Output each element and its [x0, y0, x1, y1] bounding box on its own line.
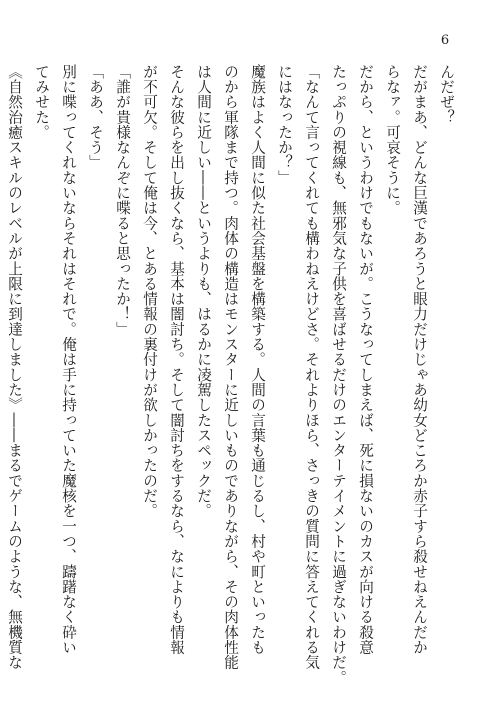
- text-line: だから、というわけでもないが。こうなってしまえば、死に損ないのカスが向ける殺意: [357, 64, 374, 655]
- text-line: 「誰が貴様なんぞに喋ると思ったか！」: [114, 64, 131, 337]
- text-line: 「なんて言ってくれても構わねえけどさ。それよりほら、さっきの質問に答えてくれる気: [303, 64, 320, 670]
- text-line: だがまあ、どんな巨漢であろうと眼力だけじゃあ幼女どころか赤子すら殺せねえんだか: [411, 64, 428, 655]
- text-line: が不可欠。そして俺は今、とある情報の裏付けが欲しかったのだ。: [141, 64, 158, 519]
- text-line: てみせた。: [33, 64, 50, 140]
- text-line: たっぷりの視線も、無邪気な子供を喜ばせるだけのエンターテイメントに過ぎないわけだ。: [330, 64, 347, 686]
- text-line: 《自然治癒スキルのレベルが上限に到達しました》――まるでゲームのような、無機質な: [6, 64, 23, 670]
- text-line: は人間に近しい――というよりも、はるかに凌駕したスペックだ。: [195, 64, 212, 519]
- text-line: 魔族はよく人間に似た社会基盤を構築する。人間の言葉も通じるし、村や町といったも: [249, 64, 266, 655]
- text-line: らなァ。可哀そうに。: [384, 64, 401, 216]
- text-line: にはなったか？」: [276, 64, 293, 186]
- text-line: そんな彼らを出し抜くなら、基本は闇討ち。そして闇討ちをするなら、なによりも情報: [168, 64, 185, 655]
- text-line: んだぜ？: [438, 64, 455, 125]
- text-line: 別に喋ってくれないならそれはそれで。俺は手に持っていた魔核を一つ、躊躇なく砕い: [60, 64, 77, 655]
- text-line: 「ああ、そう」: [87, 64, 104, 171]
- page-number: 6: [440, 33, 450, 48]
- vertical-text-body: [1, 64, 460, 686]
- text-line: のから軍隊まで持つ。肉体の構造はモンスターに近しいものでありながら、その肉体性能: [222, 64, 239, 670]
